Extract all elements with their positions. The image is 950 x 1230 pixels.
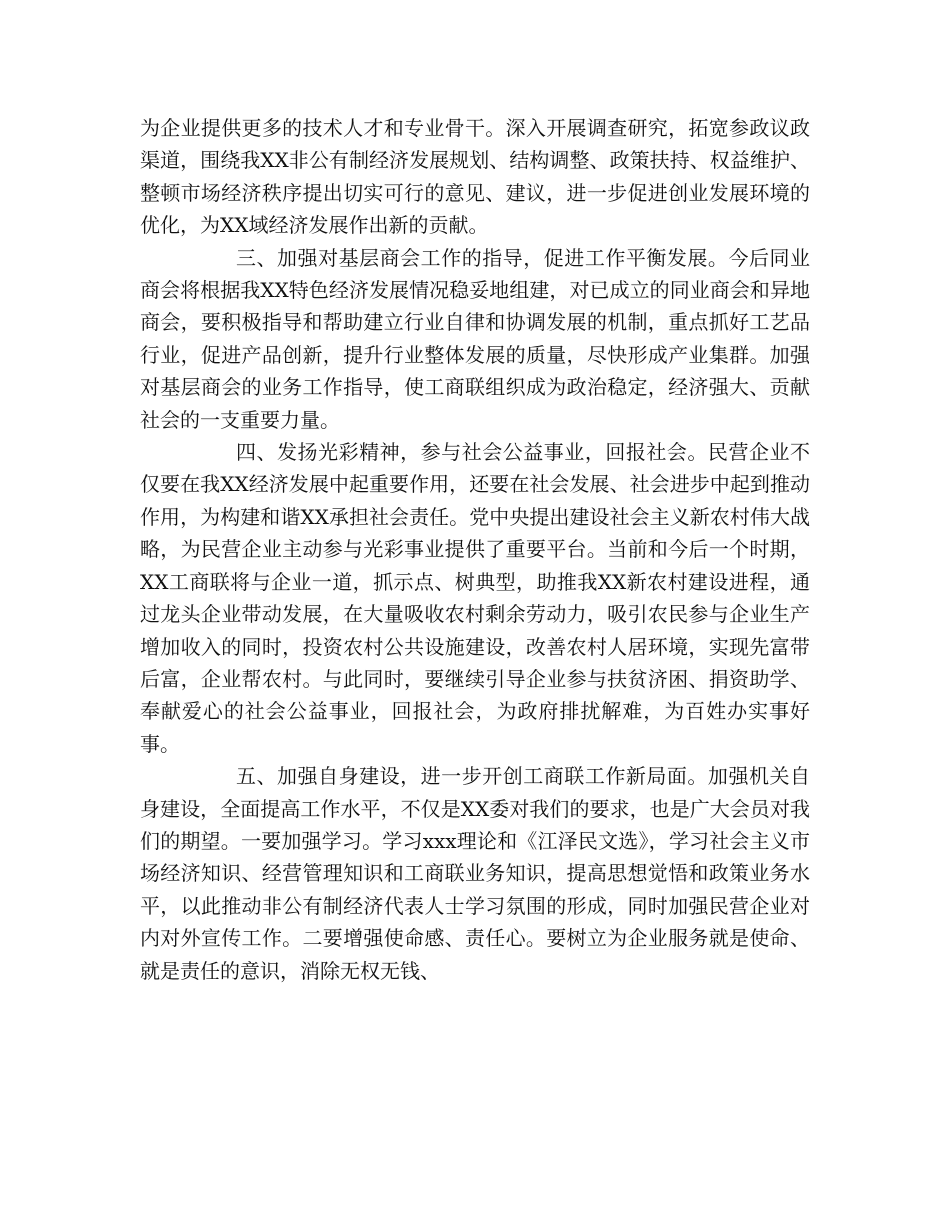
document-body: [140, 112, 810, 987]
paragraph-continuation: 为企业提供更多的技术人才和专业骨干。深入开展调查研究，拓宽参政议政渠道，围绕我XX非公有制经济发展规划、结构调整、政策扶持、权益维护、整顿市场经济秩序提出切实可行的意见、建议，进一步促进创业发展环境的优化，为XX域经济发展作出新的贡献。: [140, 116, 810, 238]
paragraph-section-four: 四、发扬光彩精神，参与社会公益事业，回报社会。民营企业不仅要在我XX经济发展中起重要作用，还要在社会发展、社会进步中起到推动作用，为构建和谐XX承担社会责任。党中央提出建设社会主义新农村伟大战略，为民营企业主动参与光彩事业提供了重要平台。当前和今后一个时期，XX工商联将与企业一道，抓示点、树典型，助推我XX新农村建设进程，通过龙头企业带动发展，在大量吸收农村剩余劳动力，吸引农民参与企业生产增加收入的同时，投资农村公共设施建设，改善农村人居环境，实现先富带后富，企业帮农村。与此同时，要继续引导企业参与扶贫济困、捐资助学、奉献爱心的社会公益事业，回报社会，为政府排扰解难，为百姓办实事好事。: [140, 440, 810, 756]
paragraph-section-three: 三、加强对基层商会工作的指导，促进工作平衡发展。今后同业商会将根据我XX特色经济发展情况稳妥地组建，对已成立的同业商会和异地商会，要积极指导和帮助建立行业自律和协调发展的机制，重点抓好工艺品行业，促进产品创新，提升行业整体发展的质量，尽快形成产业集群。加强对基层商会的业务工作指导，使工商联组织成为政治稳定，经济强大、贡献社会的一支重要力量。: [140, 245, 810, 432]
paragraph-section-five: 五、加强自身建设，进一步开创工商联工作新局面。加强机关自身建设，全面提高工作水平，不仅是XX委对我们的要求，也是广大会员对我们的期望。一要加强学习。学习xxx理论和《江泽民文选》，学习社会主义市场经济知识、经营管理知识和工商联业务知识，提高思想觉悟和政策业务水平，以此推动非公有制经济代表人士学习氛围的形成，同时加强民营企业对内对外宣传工作。二要增强使命感、责任心。要树立为企业服务就是使命、就是责任的意识，消除无权无钱、: [140, 764, 810, 983]
